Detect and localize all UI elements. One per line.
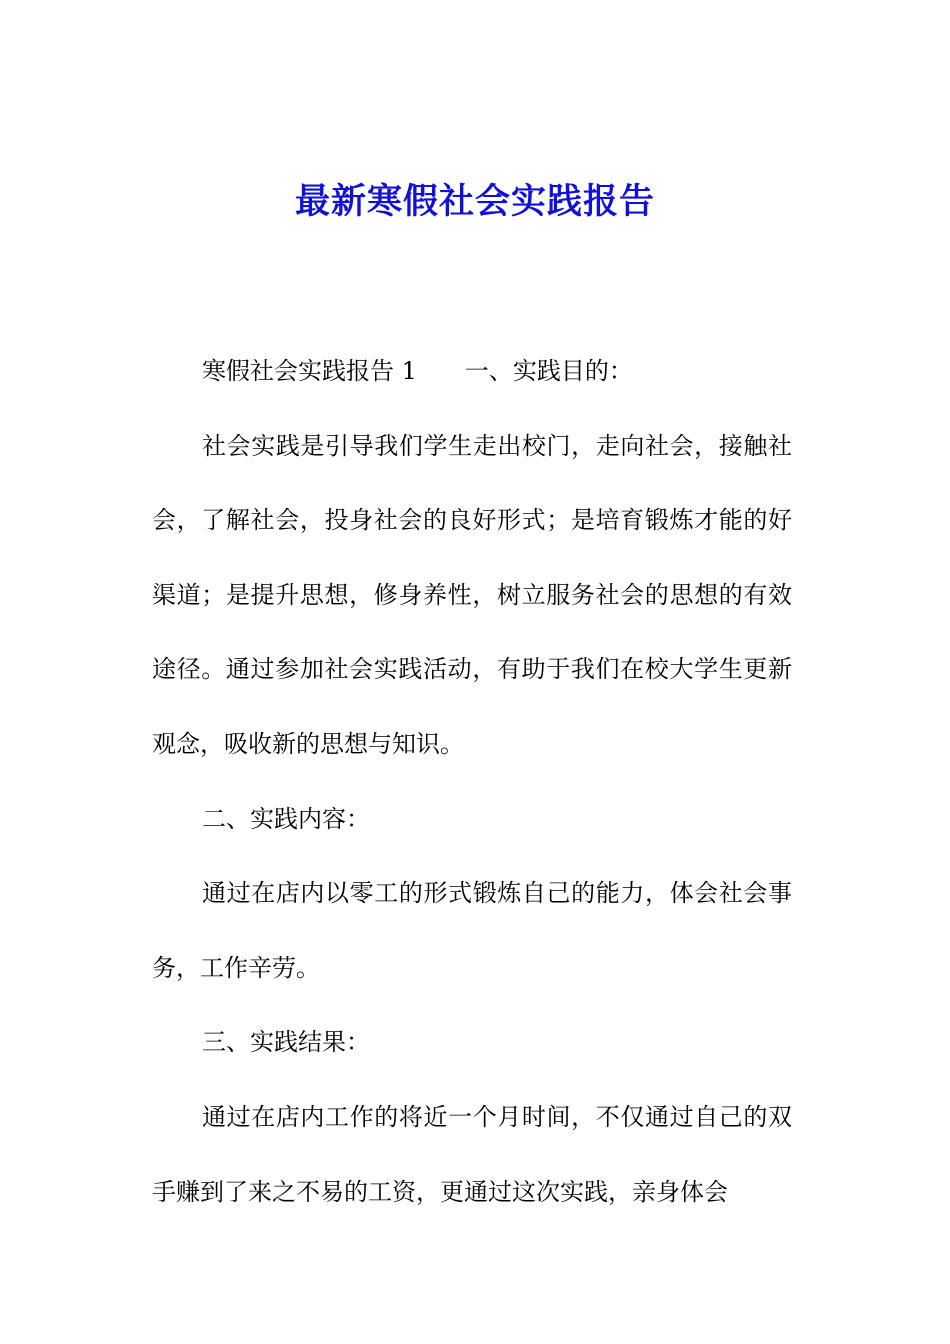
paragraph-result: 通过在店内工作的将近一个月时间，不仅通过自己的双手赚到了来之不易的工资，更通过这次实践，亲身体会: [152, 1102, 792, 1206]
section-heading-purpose: 一、实践目的：: [464, 357, 633, 385]
paragraph-purpose: 社会实践是引导我们学生走出校门，走向社会，接触社会，了解社会，投身社会的良好形式；是培育锻炼才能的好渠道；是提升思想，修身养性，树立服务社会的思想的有效途径。通过参加社会实践活动，有助于我们在校大学生更新观念，吸收新的思想与知识。: [152, 431, 792, 758]
report-label: 寒假社会实践报告 1: [202, 357, 417, 385]
intro-paragraph: [152, 334, 792, 409]
paragraph-content: 通过在店内以零工的形式锻炼自己的能力，体会社会事务，工作辛劳。: [152, 879, 792, 982]
section-heading-content: 二、实践内容：: [202, 804, 370, 833]
section-heading-result: 三、实践结果：: [202, 1028, 370, 1057]
document-title: 最新寒假社会实践报告: [294, 181, 655, 222]
document-body: [152, 334, 792, 1229]
